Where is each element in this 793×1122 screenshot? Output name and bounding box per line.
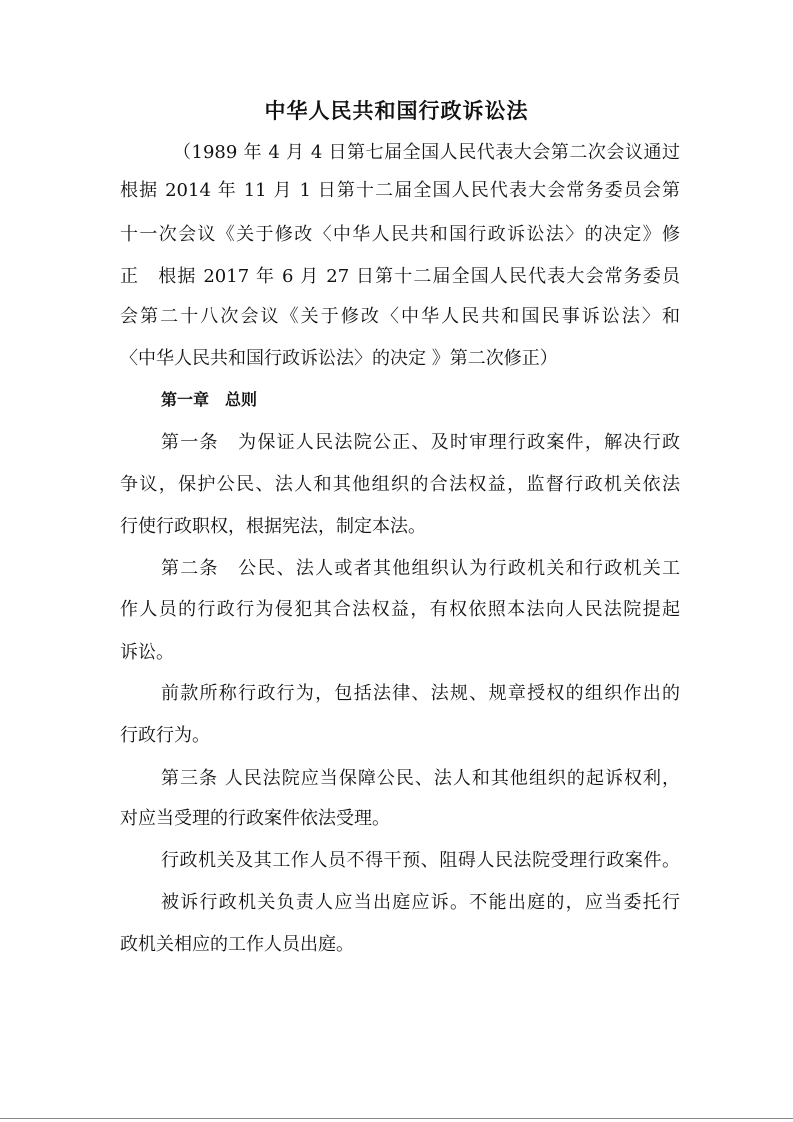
article-line: 争议，保护公民、法人和其他组织的合法权益，监督行政机关依法 [120,474,680,495]
preamble-line: 〈中华人民共和国行政诉讼法〉的决定 》第二次修正） [120,348,558,369]
preamble-line: 十一次会议《关于修改〈中华人民共和国行政诉讼法〉的决定》修 [120,224,680,245]
article-line: 第三条 人民法院应当保障公民、法人和其他组织的起诉权利， [161,768,680,789]
article-line: 行政行为。 [120,725,210,746]
article-line: 政机关相应的工作人员出庭。 [120,934,354,955]
article-line: 前款所称行政行为，包括法律、法规、规章授权的组织作出的 [161,683,680,704]
article-line: 诉讼。 [120,642,174,663]
article-line: 行使行政职权，根据宪法，制定本法。 [120,516,426,537]
preamble-line: （1989 年 4 月 4 日第七届全国人民代表大会第二次会议通过 [173,142,680,163]
page-bottom-divider [0,1118,793,1119]
preamble-line: 正 根据 2017 年 6 月 27 日第十二届全国人民代表大会常务委员 [120,266,680,287]
article-line: 行政机关及其工作人员不得干预、阻碍人民法院受理行政案件。 [161,850,680,871]
chapter-heading: 第一章 总则 [161,390,258,409]
article-line: 被诉行政机关负责人应当出庭应诉。不能出庭的，应当委托行 [161,892,680,913]
preamble-line: 根据 2014 年 11 月 1 日第十二届全国人民代表大会常务委员会第 [120,180,680,201]
document-title: 中华人民共和国行政诉讼法 [264,99,529,123]
article-line: 对应当受理的行政案件依法受理。 [120,808,390,829]
article-line: 作人员的行政行为侵犯其合法权益，有权依照本法向人民法院提起 [120,599,680,620]
preamble-line: 会第二十八次会议《关于修改〈中华人民共和国民事诉讼法〉和 [120,306,680,327]
article-line: 第一条 为保证人民法院公正、及时审理行政案件，解决行政 [161,432,680,453]
article-line: 第二条 公民、法人或者其他组织认为行政机关和行政机关工 [161,558,680,579]
